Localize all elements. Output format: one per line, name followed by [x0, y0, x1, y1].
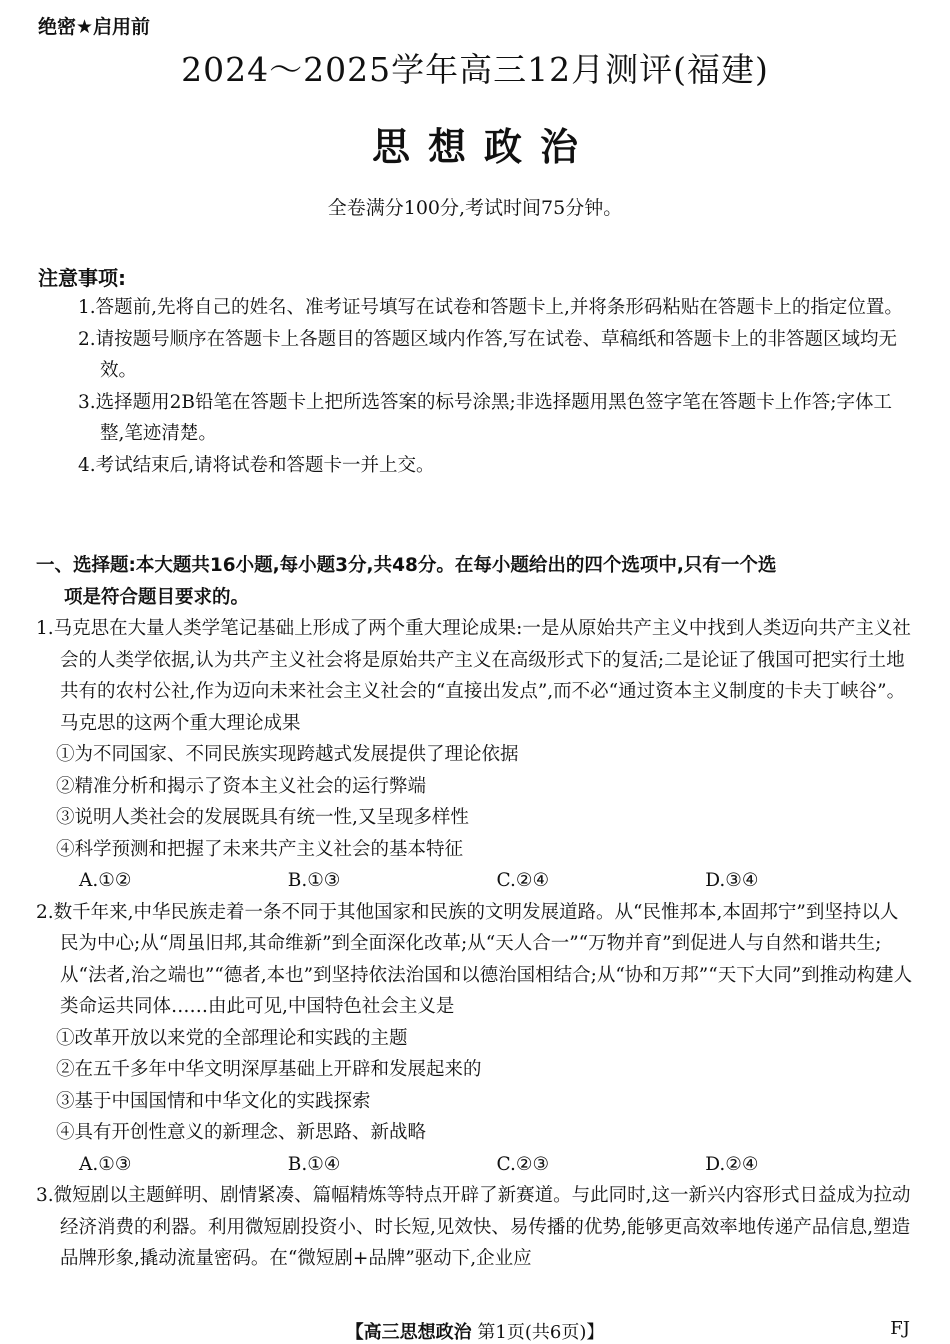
question-statement: ②精准分析和揭示了资本主义社会的运行弊端: [56, 775, 427, 797]
answer-options: [36, 1149, 914, 1181]
option-c: C.②③: [496, 1153, 550, 1175]
option-c: C.②④: [496, 870, 550, 891]
notice-heading: 注意事项:: [38, 266, 126, 290]
footer-page-number: 第1页(共6页)】: [477, 1322, 605, 1343]
question-1: [36, 613, 914, 897]
notice-item: 1.答题前,先将自己的姓名、准考证号填写在试卷和答题卡上,并将条形码粘贴在答题卡上的指定位置。: [78, 297, 903, 318]
section-heading: [36, 550, 914, 613]
section-heading-line2: 项是符合题目要求的。: [64, 586, 250, 608]
notice-item: 3.选择题用2B铅笔在答题卡上把所选答案的标号涂黑;非选择题用黑色签字笔在答题卡上作答;字体工整,笔迹清楚。: [78, 391, 892, 444]
option-d: D.②④: [705, 1153, 759, 1175]
notice-item: 4.考试结束后,请将试卷和答题卡一并上交。: [78, 454, 435, 476]
score-info: 全卷满分100分,考试时间75分钟。: [327, 197, 623, 219]
exam-title: 2024～2025学年高三12月测评(福建): [181, 50, 769, 89]
question-statement: ③说明人类社会的发展既具有统一性,又呈现多样性: [56, 807, 469, 828]
page-footer: [0, 1318, 950, 1344]
question-statement: ②在五千多年中华文明深厚基础上开辟和发展起来的: [56, 1059, 482, 1080]
subject-title: 思想政治: [371, 125, 596, 169]
option-d: D.③④: [705, 870, 759, 891]
question-list: [36, 613, 914, 1275]
answer-options: [36, 865, 914, 897]
question-3: [36, 1180, 914, 1275]
notice-list: [78, 292, 912, 481]
question-stem: 2.数千年来,中华民族走着一条不同于其他国家和民族的文明发展道路。从“民惟邦本,本固邦宁”到坚持以人民为中心;从“周虽旧邦,其命维新”到全面深化改革;从“天人合一”“万物并育”到促进人与自然和谐共生;从“法者,治之端也”“德者,本也”到坚持依法治国和以德治国相结合;从“协和万邦”“天下大同”到推动构建人类命运共同体……由此可见,中国特色社会主义是: [36, 901, 913, 1017]
secret-label: 绝密★启用前: [38, 16, 151, 38]
question-statement: ③基于中国国情和中华文化的实践探索: [56, 1090, 371, 1112]
footer-code: FJ: [890, 1318, 910, 1339]
question-stem: 1.马克思在大量人类学笔记基础上形成了两个重大理论成果:一是从原始共产主义中找到人类迈向共产主义社会的人类学依据,认为共产主义社会将是原始共产主义在高级形式下的复活;二是论证了俄国可把实行土地共有的农村公社,作为迈向未来社会主义社会的“直接出发点”,而不必“通过资本主义制度的卡夫丁峡谷”。马克思的这两个重大理论成果: [36, 618, 911, 734]
question-stem: 3.微短剧以主题鲜明、剧情紧凑、篇幅精炼等特点开辟了新赛道。与此同时,这一新兴内容形式日益成为拉动经济消费的利器。利用微短剧投资小、时长短,见效快、易传播的优势,能够更高效率地传递产品信息,塑造品牌形象,撬动流量密码。在“微短剧+品牌”驱动下,企业应: [36, 1185, 911, 1269]
section-heading-line1: 一、选择题:本大题共16小题,每小题3分,共48分。在每小题给出的四个选项中,只有一个选: [36, 555, 777, 576]
question-statement: ④科学预测和把握了未来共产主义社会的基本特征: [56, 838, 464, 860]
option-a: A.①③: [79, 1153, 132, 1175]
option-b: B.①④: [287, 1153, 341, 1175]
option-b: B.①③: [287, 870, 341, 891]
question-2: [36, 897, 914, 1181]
option-a: A.①②: [79, 870, 132, 891]
question-statement: ①为不同国家、不同民族实现跨越式发展提供了理论依据: [56, 744, 519, 765]
question-statement: ①改革开放以来党的全部理论和实践的主题: [56, 1027, 408, 1049]
footer-label: 【高三思想政治: [345, 1322, 472, 1343]
question-statement: ④具有开创性意义的新理念、新思路、新战略: [56, 1122, 427, 1143]
notice-item: 2.请按题号顺序在答题卡上各题目的答题区域内作答,写在试卷、草稿纸和答题卡上的非答题区域均无效。: [78, 328, 898, 381]
